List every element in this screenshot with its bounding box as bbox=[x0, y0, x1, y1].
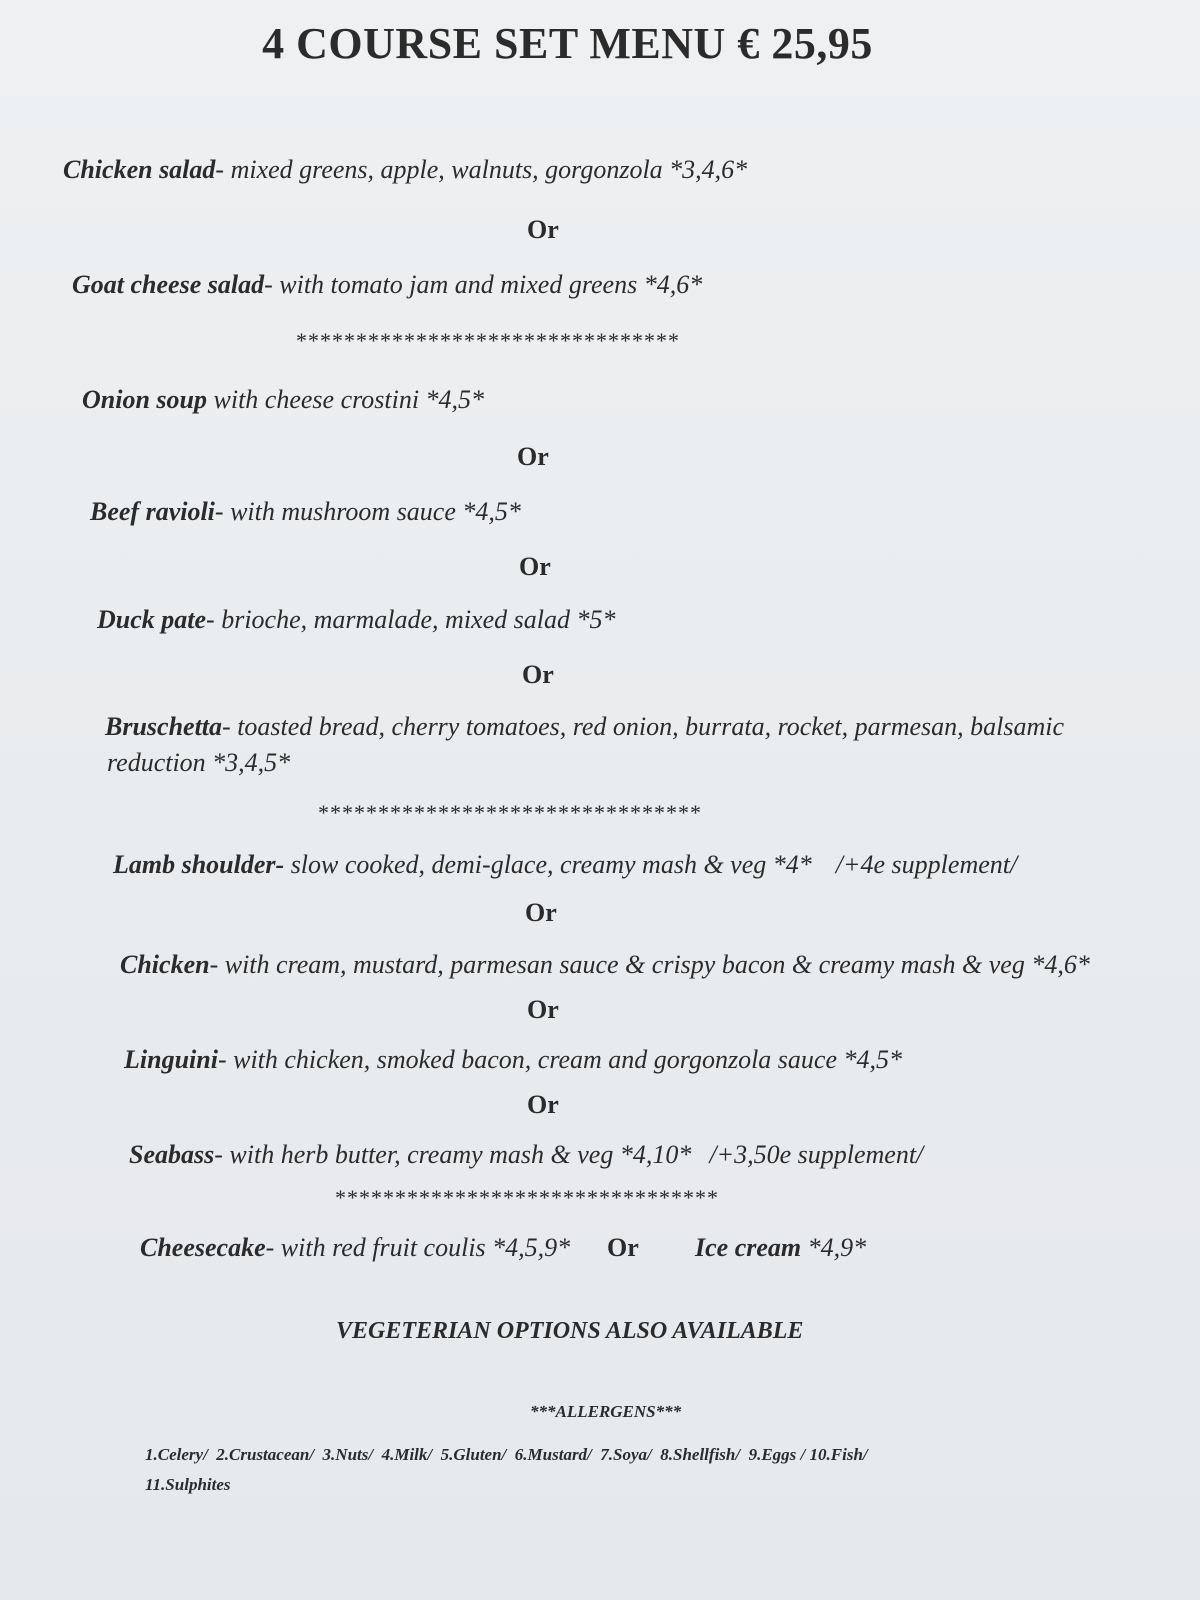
item-desc: - with mushroom sauce *4,5* bbox=[214, 497, 521, 526]
item-desc: - mixed greens, apple, walnuts, gorgonzola *3,4,6* bbox=[215, 155, 748, 184]
item-desc: - brioche, marmalade, mixed salad *5* bbox=[206, 605, 616, 634]
or-divider: Or bbox=[527, 1090, 559, 1119]
item-desc: - toasted bread, cherry tomatoes, red onion, burrata, rocket, parmesan, balsamic bbox=[222, 712, 1065, 741]
or-divider: Or bbox=[607, 1233, 639, 1262]
menu-title: 4 COURSE SET MENU € 25,95 bbox=[262, 19, 873, 68]
menu-item-chicken-salad bbox=[63, 155, 747, 185]
menu-item-beef-ravioli bbox=[90, 497, 521, 527]
item-desc: - with cream, mustard, parmesan sauce & crispy bacon & creamy mash & veg *4,6* bbox=[209, 950, 1090, 979]
item-supplement: /+3,50e supplement/ bbox=[709, 1140, 924, 1169]
item-name: Bruschetta bbox=[105, 712, 223, 741]
item-name: Onion soup bbox=[82, 385, 207, 414]
item-name: Ice cream bbox=[695, 1233, 802, 1262]
item-desc: slow cooked, demi-glace, creamy mash & veg *4* bbox=[284, 850, 812, 879]
item-desc: *4,9* bbox=[801, 1233, 867, 1262]
course-separator: ******************************** bbox=[296, 328, 680, 353]
or-divider: Or bbox=[525, 898, 557, 927]
menu-item-bruschetta-cont: reduction *3,4,5* bbox=[107, 748, 291, 777]
item-name: Lamb shoulder- bbox=[113, 850, 285, 879]
menu-item-chicken bbox=[120, 950, 1090, 980]
item-desc: with cheese crostini *4,5* bbox=[207, 385, 485, 414]
menu-item-ice-cream bbox=[695, 1233, 866, 1263]
menu-item-seabass bbox=[129, 1140, 923, 1170]
item-desc: - with tomato jam and mixed greens *4,6* bbox=[264, 270, 703, 299]
vegetarian-note: VEGETERIAN OPTIONS ALSO AVAILABLE bbox=[336, 1318, 804, 1344]
item-desc: - with red fruit coulis *4,5,9* bbox=[265, 1233, 571, 1262]
course-separator: ******************************** bbox=[335, 1185, 719, 1210]
or-divider: Or bbox=[522, 660, 554, 689]
item-desc: - with chicken, smoked bacon, cream and gorgonzola sauce *4,5* bbox=[217, 1045, 902, 1074]
course-separator: ******************************** bbox=[318, 800, 702, 825]
menu-item-onion-soup bbox=[82, 385, 484, 415]
item-name: Cheesecake bbox=[140, 1233, 266, 1262]
menu-item-duck-pate bbox=[97, 605, 615, 635]
or-divider: Or bbox=[527, 215, 559, 244]
menu-item-bruschetta bbox=[105, 712, 1064, 742]
item-name: Goat cheese salad bbox=[72, 270, 265, 299]
item-name: Chicken salad bbox=[63, 155, 216, 184]
or-divider: Or bbox=[517, 442, 549, 471]
item-desc: - with herb butter, creamy mash & veg *4,10* bbox=[214, 1140, 692, 1169]
allergens-heading: ***ALLERGENS*** bbox=[530, 1402, 682, 1421]
allergens-line: 11.Sulphites bbox=[145, 1475, 231, 1494]
item-name: Duck pate bbox=[97, 605, 207, 634]
menu-item-goat-cheese-salad bbox=[72, 270, 702, 300]
menu-item-cheesecake bbox=[140, 1233, 570, 1263]
item-name: Seabass bbox=[129, 1140, 215, 1169]
item-name: Chicken bbox=[120, 950, 210, 979]
allergens-line: 1.Celery/ 2.Crustacean/ 3.Nuts/ 4.Milk/ 5.Gluten/ 6.Mustard/ 7.Soya/ 8.Shellfish/ 9.Eggs / 10.Fish/ bbox=[145, 1445, 868, 1464]
or-divider: Or bbox=[519, 552, 551, 581]
allergens-list bbox=[145, 1440, 1005, 1500]
item-name: Linguini bbox=[124, 1045, 218, 1074]
item-supplement: /+4e supplement/ bbox=[835, 850, 1018, 879]
or-divider: Or bbox=[527, 995, 559, 1024]
menu-item-lamb-shoulder bbox=[113, 850, 1017, 880]
item-name: Beef ravioli bbox=[90, 497, 215, 526]
menu-item-linguini bbox=[124, 1045, 902, 1075]
